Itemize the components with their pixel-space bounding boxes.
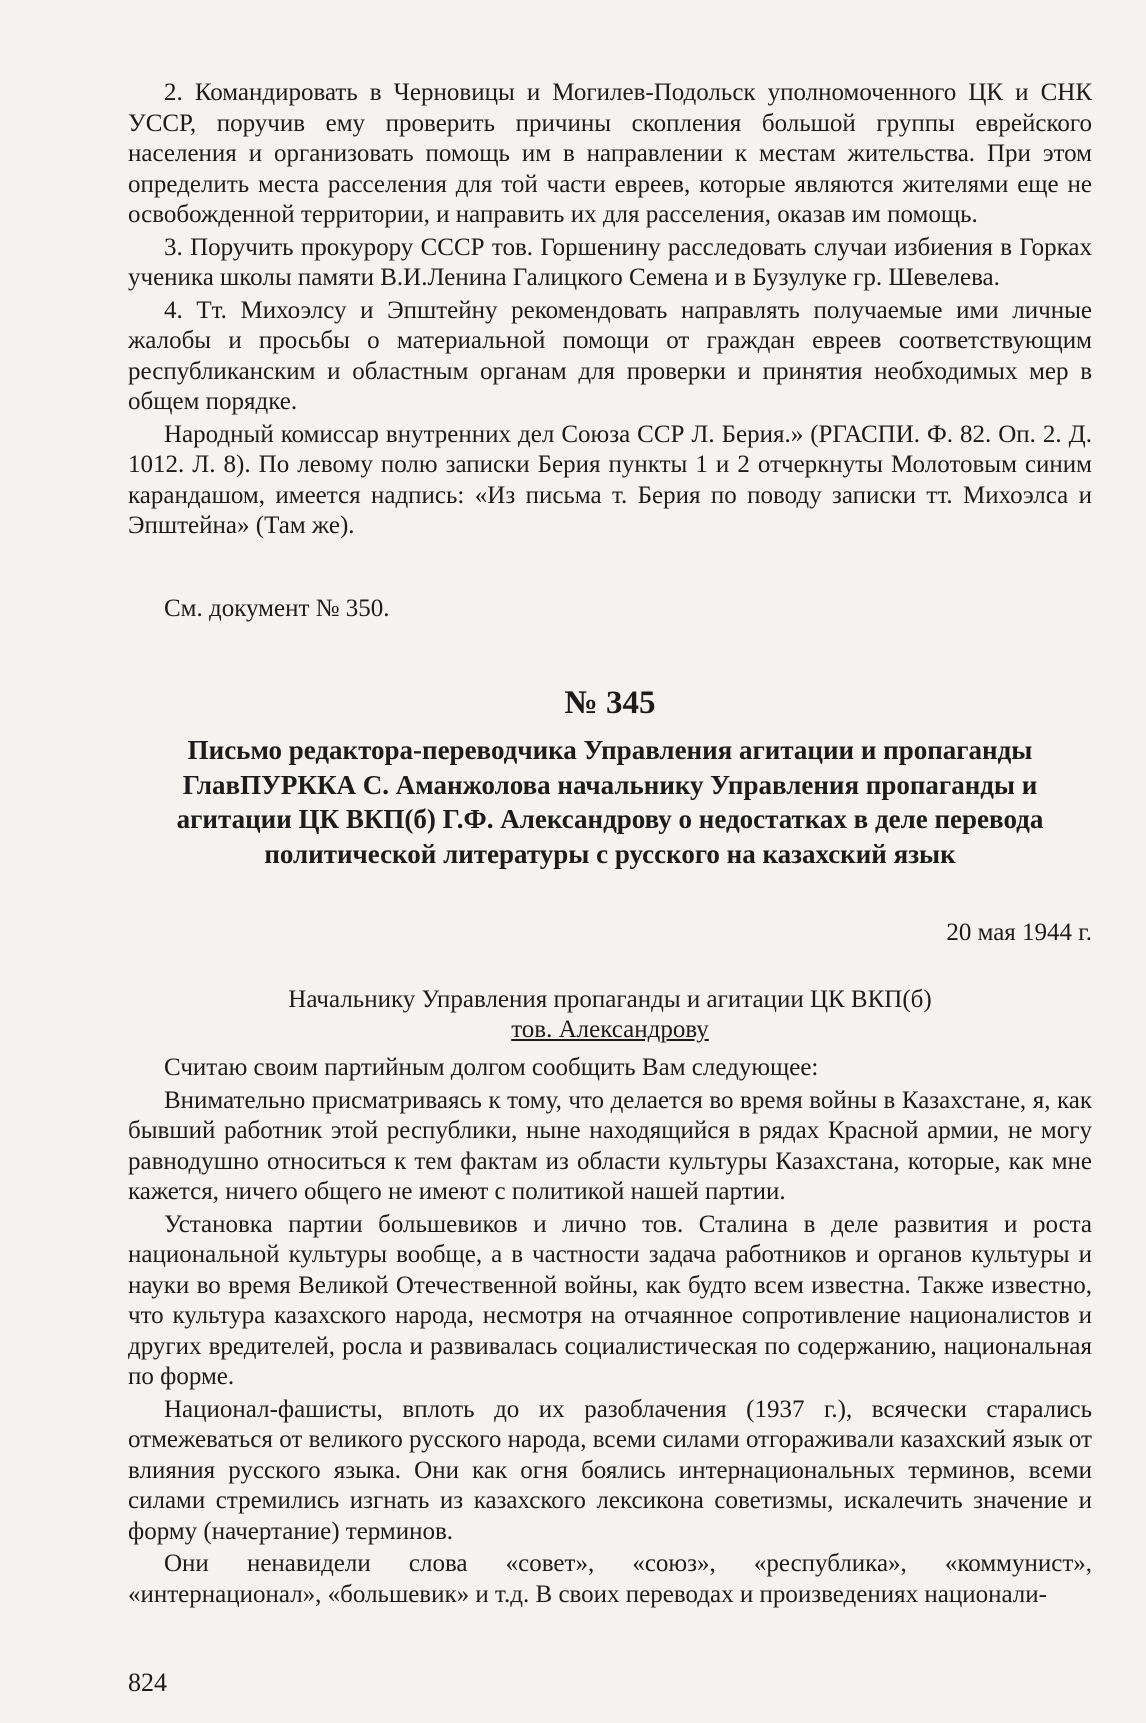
paragraph-item-2: 2. Командировать в Черновицы и Могилев-Подольск уполномоченного ЦК и СНК УССР, поручив ему проверить причины скопления большой группы еврейского населения и организовать помощь им в направлении к местам жительства. При этом определить места расселения для той части евреев, которые являются жителями еще не освобожденной территории, и направить их для расселения, оказав им помощь.: [128, 79, 1092, 228]
addressee-line-1: Начальнику Управления пропаганды и агитации ЦК ВКП(б): [288, 986, 932, 1013]
body-paragraph: Установка партии большевиков и лично тов. Сталина в деле развития и роста национальной культуры вообще, а в частности задача работников и органов культуры и науки во время Великой Отечественной войны, как будто всем известна. Также известно, что культура казахского народа, несмотря на отчаянное сопротивление националистов и других вредителей, росла и развивалась социалистическая по содержанию, национальная по форме.: [128, 1210, 1092, 1390]
addressee-line-2: тов. Александрову: [511, 1016, 709, 1043]
letter-body: [128, 1053, 1092, 1610]
signature-source-note: Народный комиссар внутренних дел Союза ССР Л. Берия.» (РГАСПИ. Ф. 82. Оп. 2. Д. 1012. Л. 8). По левому полю записки Берия пункты 1 и 2 отчеркнуты Молотовым синим карандашом, имеется надпись: «Из письма т. Берия по поводу записки тт. Михоэлса и Эпштейна» (Там же).: [128, 420, 1092, 539]
document-date: 20 мая 1944 г.: [946, 919, 1092, 946]
body-paragraph: Внимательно присматриваясь к тому, что делается во время войны в Казахстане, я, как бывший работник этой республики, ныне находящийся в рядах Красной армии, не могу равнодушно относиться к тем фактам из области культуры Казахстана, которые, как мне кажется, ничего общего не имеют с политикой нашей партии.: [128, 1086, 1092, 1205]
top-text-block: [128, 78, 1092, 542]
reference-note: См. документ № 350.: [164, 595, 390, 622]
paragraph-item-4: 4. Тт. Михоэлсу и Эпштейну рекомендовать направлять получаемые ими личные жалобы и просьбы о материальной помощи от граждан евреев соответствующим республиканским и областным органам для проверки и принятия необходимых мер в общем порядке.: [128, 296, 1092, 415]
body-paragraph: Национал-фашисты, вплоть до их разоблачения (1937 г.), всячески старались отмежеваться от великого русского народа, всеми силами отгораживали казахский язык от влияния русского языка. Они как огня боялись интернациональных терминов, всеми силами стремились изгнать из казахского лексикона советизмы, искалечить значение и форму (начертание) терминов.: [128, 1395, 1092, 1545]
body-paragraph: Они ненавидели слова «совет», «союз», «республика», «коммунист», «интернационал», «большевик» и т.д. В своих переводах и произведениях национали-: [128, 1550, 1092, 1608]
document-title: Письмо редактора-переводчика Управления агитации и пропаганды ГлавПУРККА С. Аманжолова начальнику Управления пропаганды и агитации ЦК ВКП(б) Г.Ф. Александрову о недостатках в деле перевода политической литературы с русского на казахский язык: [176, 735, 1044, 869]
page-number: 824: [128, 1668, 167, 1697]
addressee: [128, 985, 1092, 1045]
body-paragraph: Считаю своим партийным долгом сообщить Вам следующее:: [164, 1054, 819, 1081]
paragraph-item-3: 3. Поручить прокурору СССР тов. Горшенину расследовать случаи избиения в Горках ученика школы памяти В.И.Ленина Галицкого Семена и в Бузулуке гр. Шевелева.: [128, 233, 1092, 291]
document-number: № 345: [564, 685, 656, 721]
